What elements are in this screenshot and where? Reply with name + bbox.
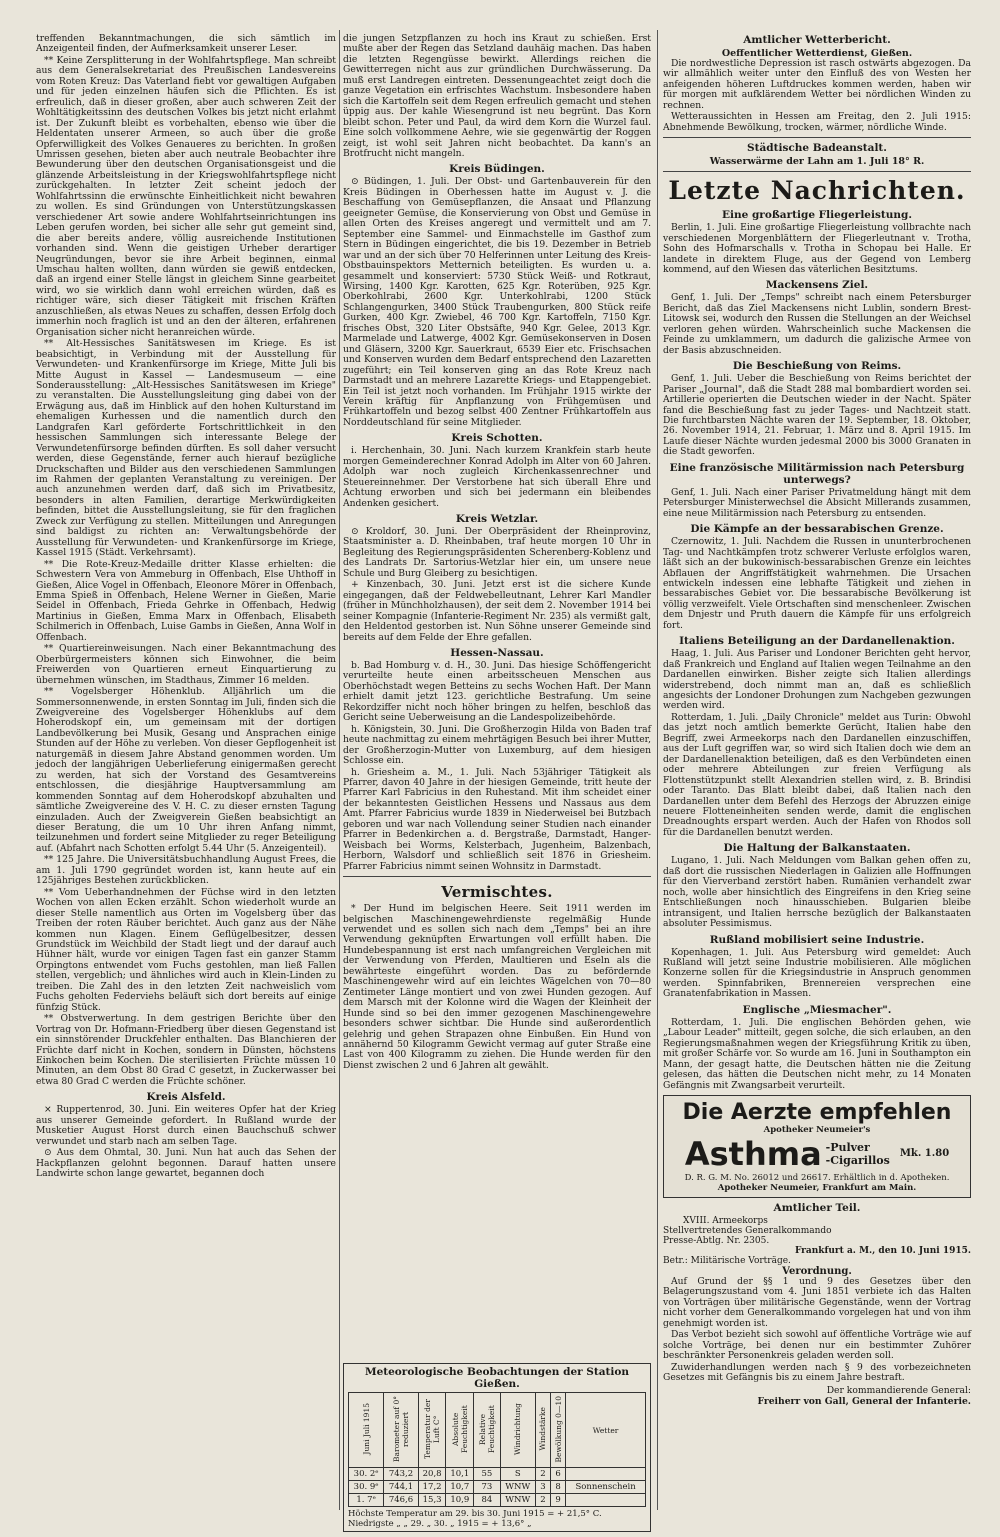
weather-cell: 17,2 <box>418 1481 446 1494</box>
weather-cell: 10,9 <box>446 1494 474 1507</box>
section-heading: Rußland mobilisiert seine Industrie. <box>709 933 925 946</box>
official-subject: Betr.: Militärische Vorträge. <box>663 1255 791 1266</box>
weather-cell: 10,7 <box>446 1481 474 1494</box>
column-rule <box>339 30 340 1510</box>
ad-headline: Die Aerzte empfehlen <box>682 1099 952 1125</box>
weather-header-label: Barometer auf 0° reduziert <box>391 1395 410 1463</box>
paragraph: Berlin, 1. Juli. Eine großartige Fliegerleistung vollbrachte nach verschiedenen Morgenblättern der Fliegerleutnant v. Trotha, Sohn des Hofmarschalls v. Trotha in Schopau bei Halle. Er landete in direktem Fluge, aus der Gegend von Lemberg kommend, auf den Wiesen das väterlichen Besitztums. <box>663 222 971 275</box>
paragraph: Lugano, 1. Juli. Nach Meldungen vom Balkan gehen offen zu, daß dort die russischen Niederlagen in Galizien alle Hoffnungen für den Vierverband zerstört haben. Rumänien verhandelt zwar noch, wolle aber hinsichtlich des Eingreifens in den Krieg seine Entschließungen noch hinausschieben. Bulgarien bleibe intransigent, und Italien herrsche bezüglich der Balkanstaaten absoluter Pessimismus. <box>663 855 971 930</box>
paragraph: ⊙ Kroldorf, 30. Juni. Der Oberpräsident der Rheinprovinz, Staatsminister a. D. Rheinbaben, traf heute morgen 10 Uhr in Begleitung des Regierungspräsidenten Scherenberg-Koblenz und des Landrats Dr. Sartorius-Wetzlar hier ein, um unsere neue Schule und Burg Gleiberg zu besichtigen. <box>343 526 651 579</box>
section-heading: Mackensens Ziel. <box>765 279 869 292</box>
weather-cell: 2 <box>535 1468 550 1481</box>
weather-header <box>349 1393 384 1468</box>
paragraph: h. Königstein, 30. Juni. Die Großherzogin Hilda von Baden traf heute nachmittag zu einem mehrtägigen Besuch bei ihrer Mutter, der Großherzogin-Mutter von Luxemburg, auf dem hiesigen Schlosse ein. <box>343 723 651 767</box>
weather-header-label: Relative Feuchtigkeit <box>477 1405 496 1453</box>
weather-row <box>349 1481 646 1494</box>
paragraph: ** Alt-Hessisches Sanitätswesen im Kriege. Es ist beabsichtigt, in Verbindung mit der Ausstellung für Verwundeten- und Krankenfürsorge im Kriege, Mitte Juli bis Mitte August in Kassel — Landesmuseum — eine Sonderausstellung: „Alt-Hessisches Sanitätswesen im Kriege" zu veranstalten. Die Ausstellungsleitung ging dabei von der Erwägung aus, daß im Hinblick auf den hohen Kulturstand im ehemaligen Kurhessen und die namentlich durch den Landgrafen Karl geförderte Fortschrittlichkeit in den hessischen Sammlungen sich interessante Belege der Verwundetenfürsorge befinden dürften. Es soll daher versucht werden, diese Gegenstände, ferner auch hierauf bezügliche Druckschaften und Bilder aus den verschiedenen Sammlungen im Rahmen der geplanten Veranstaltung zu vereinigen. Der auch anzunehmen werden darf, daß sich im Privatbesitz, besonders in alten Familien, derartige Merkwürdigkeiten befinden, bittet die Ausstellungsleitung, sie für den fraglichen Zweck zur Verfügung zu stellen. Mitteilungen und Anregungen sind baldigst zu richten an: Verwaltungsbehörde der Ausstellung für Verwundeten- und Krankenfürsorge im Kriege, Kassel 1915 (Städt. Verkehrsamt). <box>36 338 336 559</box>
divider <box>663 137 971 138</box>
weather-cell <box>566 1494 646 1507</box>
paragraph: Das Verbot bezieht sich sowohl auf öffentliche Vorträge wie auf solche Vorträge, bei denen nur ein bestimmter Zuhörer beschränkter Personenkreis geladen werden soll. <box>663 1329 971 1362</box>
paragraph: ⊙ Büdingen, 1. Juli. Der Obst- und Gartenbauverein für den Kreis Büdingen in Oberhessen hatte im August v. J. die Beschaffung von Gemüsepflanzen, die Ansaat und Pflanzung geeigneter Gemüse, die Konservierung von Obst und Gemüse in allen Orten des Kreises angeregt und vermittelt und am 7. September eine Sammel- und Einmachstelle im Gasthof zum Stern in Büdingen eingerichtet, die bis 19. Dezember in Betrieb war und an der sich über 70 Helferinnen unter Leitung des Kreis-Obstbauinspektors Metternich beteiligten. Es wurden u. a. gesammelt und konserviert: 5730 Stück Weiß- und Rotkraut, Wirsing, 1400 Kgr. Karotten, 625 Kgr. Roterüben, 925 Kgr. Oberkohlrabi, 2600 Kgr. Unterkohlrabi, 1200 Stück Schlangengurken, 3400 Stück Traubengurken, 800 Stück reife Gurken, 400 Kgr. Zwiebel, 46 700 Kgr. Kartoffeln, 7150 Kgr. frisches Obst, 320 Liter Obstsäfte, 940 Kgr. Gelee, 2013 Kgr. Marmelade und Latwerge, 4002 Kgr. Gemüsekonserven in Dosen und Gläsern, 3200 Kgr. Sauerkraut, 6539 Eier etc. Frischsachen und Konserven wurden dem Bedarf entsprechend den Lazaretten zugeführt; ein Teil konserven ging an das Rote Kreuz nach Darmstadt und an mehrere Lazarette Kriegs- und Etappengebiet. Ein Teil ist jetzt noch vorhanden. Im Frühjahr 1915 wirkte der Verein kräftig für Anpflanzung von Frühgemüsen und Frühkartoffeln und bezog selbst 400 Zentner Frühkartoffeln aus Norddeutschland für seine Mitglieder. <box>343 176 651 428</box>
official-press: Presse-Abtlg. Nr. 2305. <box>663 1235 770 1246</box>
weather-header <box>446 1393 474 1468</box>
weather-cell: Sonnenschein <box>566 1481 646 1494</box>
paragraph: ** Vogelsberger Höhenklub. Alljährlich um die Sommersonnenwende, in ersten Sonntag im Juli, finden sich die Zweigvereine des Vogelsberger Höhenklubs auf dem Hoherodskopf ein, um gemeinsam mit der dortigen Landbevölkerung bei Musik, Gesang und Ansprachen einige Stunden auf der Höhe zu verleben. Von dieser Gepflogenheit ist naturgemäß in diesem Jahre Abstand genommen worden. Um jedoch der langjährigen Ueberlieferung einigermaßen gerecht zu werden, hat sich der Vorstand des Gesamtvereins entschlossen, die diesjährige Hauptversammlung am kommenden Sonntag auf dem Hoherodskopf abzuhalten und sämtliche Zweigvereine des V. H. C. zu dieser ernsten Tagung einzuladen. Auch der Zweigverein Gießen beabsichtigt an dieser Beratung, die um 10 Uhr ihren Anfang nimmt, teilzunehmen und fordert seine Mitglieder zu reger Beteiligung auf. (Abfahrt nach Schotten erfolgt 5.44 Uhr (5. Anzeigenteil). <box>36 686 336 854</box>
paragraph: b. Bad Homburg v. d. H., 30. Juni. Das hiesige Schöffengericht verurteilte heute einen arbeitsscheuen Menschen aus Oberhöchstadt wegen Betteins zu sechs Wochen Haft. Der Mann erhielt damit jetzt 123. gerichtliche Bestrafung. Um seine Rekordziffer nicht noch höher bringen zu helfen, beschloß das Gericht seine Ueberweisung an die Landespolizeibehörde. <box>343 660 651 724</box>
divider <box>343 876 651 877</box>
section-heading: Die Kämpfe an der bessarabischen Grenze. <box>690 523 944 536</box>
section-heading: Kreis Schotten. <box>451 432 543 445</box>
section-heading: Amtlicher Wetterbericht. <box>743 34 891 46</box>
ad-cigarillos: -Cigarillos <box>825 1153 890 1167</box>
official-command: Stellvertretendes Generalkommando <box>663 1225 832 1236</box>
weather-header <box>384 1393 419 1468</box>
weather-observations <box>343 1363 651 1532</box>
column-2 <box>343 33 651 1529</box>
asthma-advertisement <box>663 1095 971 1198</box>
paragraph: × Ruppertenrod, 30. Juni. Ein weiteres Opfer hat der Krieg aus unserer Gemeinde gefordert. In Rußland wurde der Musketier August Horst durch einen Bauchschuß schwer verwundet und starb nach am selben Tage. <box>36 1104 336 1147</box>
signature-title: Der kommandierende General: <box>826 1384 971 1396</box>
paragraph: * Der Hund im belgischen Heere. Seit 1911 werden im belgischen Maschinengewehrdienste regelmäßig Hunde verwendet und es sollen sich nach dem „Temps" bei an ihre Verwendung geknüpften Erwartungen voll erfüllt haben. Die Hundebespannung ist erst nach umfangreichen Vergleichen mit der Verwendung von Pferden, Maultieren und Eseln als die bewährteste eingeführt worden. Das zu befördernde Maschinengewehr wird auf ein leichtes Wägelchen von 70—80 Zentimeter Länge montiert und von zwei Hunden gezogen. Auf dem Marsch mit der Kolonne wird die Wagen der Kleinheit der Hunde sind so bei den immer gezogenen Maschinengewehre besonders schwer sichtbar. Die Hunde sind außerordentlich gelehrig und gehen Strapazen ohne Einbußen. Ein Hund von annähernd 50 Kilogramm Gewicht vermag auf guter Straße eine Last von 400 Kilogramm zu ziehen. Die Hunde werden für den Dienst zwischen 2 und 6 Jahren alt gewählt. <box>343 903 651 1071</box>
paragraph: ** Vom Ueberhandnehmen der Füchse wird in den letzten Wochen von allen Ecken erzählt. Schon wiederholt wurde an dieser Stelle namentlich aus Orten im Vogelsberg über das Treiben der roten Räuber berichtet. Auch ganz aus der Nähe kommen nun Klagen. Einem Geflügelbesitzer, dessen Grundstück im Weichbild der Stadt liegt und der darauf auch Hühner hält, wurde vor einigen Tagen fast ein ganzer Stamm Orpingtons entwendet vom Fuchs gestohlen, man ließ Fallen stellen, vergeblich; und ähnliches wird auch in Klein-Linden zu treiben. Die Zahl des in den letzten Zeit nachweislich vom Fuchs geholten Federviehs beläuft sich dort bereits auf einige fünfzig Stück. <box>36 886 336 1013</box>
weather-cell: 30. 9ᵉ <box>349 1481 384 1494</box>
paragraph: h. Griesheim a. M., 1. Juli. Nach 53jähriger Tätigkeit als Pfarrer, davon 40 Jahre in der hiesigen Gemeinde, tritt heute der Pfarrer Karl Fabricius in den Ruhestand. Mit ihm scheidet einer der bekanntesten Geistlichen Hessens und Nassaus aus dem Amt. Pfarrer Fabricius wurde 1839 in Niederweisel bei Butzbach geboren und war nach Vollendung seiner Studien nach einander Pfarrer in Bedenkirchen a. d. Bergstraße, Darmstadt, Hanger-Weisbach bei Worms, Kelsterbach, Jugenheim, Balzenbach, Herborn, Walsdorf und schließlich seit 1876 in Griesheim. Pfarrer Fabricius nimmt seinen Wohnsitz in Darmstadt. <box>343 766 651 872</box>
weather-cell: 9 <box>551 1494 566 1507</box>
section-heading: Englische „Miesmacher". <box>742 1003 892 1016</box>
weather-header-label: Absolute Feuchtigkeit <box>450 1405 469 1453</box>
paragraph: ** 125 Jahre. Die Universitätsbuchhandlung August Frees, die am 1. Juli 1790 gegründet worden ist, kann heute auf ein 125jähriges Bestehen zurückblicken. <box>36 854 336 887</box>
signature-name: Freiherr von Gall, General der Infanterie. <box>757 1395 971 1407</box>
ad-brand: Apotheker Neumeier's <box>763 1124 871 1135</box>
section-heading: Hessen-Nassau. <box>450 647 544 660</box>
paragraph: die jungen Setzpflanzen zu hoch ins Kraut zu schießen. Erst mußte aber der Regen das Setzland dauhäig machen. Das haben die letzten Regengüsse bewirkt. Allerdings reichen die Gewitterregen nicht aus zur gründlichen Durchwässerung. Da muß erst Landregen eintreten. Dessenungeachtet zeigt doch die ganze Vegetation ein erfrischtes Wachstum. Insbesondere haben sich die Kartoffeln seit dem Regen erfreulich gemacht und stehen üppig aus. Der kahle Wiesengrund ist neu begrünt. Das Korn bleibt schon. Peter und Paul, da wird dem Korn die Wurzel faul. Eine solch vollkommene Aehre, wie sie gegenwärtig der Roggen zeigt, ist wohl seit Jahren nicht beobachtet. Da kann's an Brotfrucht nicht mangeln. <box>343 33 651 159</box>
ad-patent: D. R. G. M. No. 26012 und 26617. Erhältlich in d. Apotheken. <box>684 1172 950 1183</box>
section-heading: Eine französische Militärmission nach Petersburg unterwegs? <box>669 461 965 486</box>
weather-header <box>551 1393 566 1468</box>
weather-cell: 6 <box>551 1468 566 1481</box>
paragraph: ** Keine Zersplitterung in der Wohlfahrtspflege. Man schreibt aus dem Generalsekretariat des Preußischen Landesvereins vom Roten Kreuz: Das Vaterland fiebt vor gewaltigen Aufgaben und für jeden einzelnen häufen sich die Pflichten. Es ist erfreulich, daß in dieser großen, aber auch schweren Zeit der Wohltätigkeitssinn des deutschen Volkes bis jetzt nicht erlahmt ist. Der Zukunft bleibt es vorbehalten, ebenso wie über die Heldentaten unserer Armeen, so auch über die große Opferwilligkeit des Volkes Genaueres zu berichten. In großen Umrissen gesehen, bieten aber auch neutrale Beobachter ihre Bewunderung über den deutschen Organisationsgeist und die glänzende Arbeitsleistung in der Kriegswohlfahrtspflege nicht zurückgehalten. In letzter Zeit scheint jedoch der Wohlfahrtssinn die erwünschte Einheitlichkeit nicht bewahren zu wollen. Es sind Gründungen von Unterstützungskassen verschiedener Art sowie andere Wohlfahrtseinrichtungen ins Leben gerufen worden, bei sicher alle sehr gut gemeint sind, die aber bereits andere, völlig ausreichende Institutionen vorhanden sind. Wenn die geistigen Urheber derartiger Neugründungen, bevor sie ihre Arbeit beginnen, einmal Umschau halten wollten, dann würden sie gewiß entdecken, daß an irgend einer Stelle längst in gleichem Sinne gearbeitet wird, wo sie wirklich dann wohl erreichen würden, daß es richtiger wäre, sich dieser Tätigkeit mit frischen Kräften anzuschließen, als etwas Neues zu schaffen, dessen Erfolg doch immerhin noch fraglich ist und an den der älteren, erfahrenen Organisation sicher nicht heranreichen würde. <box>36 54 336 338</box>
weather-header-label: Juni Juli 1915 <box>361 1403 371 1455</box>
paragraph: Genf, 1. Juli. Der „Temps" schreibt nach einem Petersburger Bericht, daß das Ziel Mackensens nicht Lublin, sondern Brest-Litowsk sei, wodurch den Russen die Stellungen an der Weichsel verloren gehen würden. Wahrscheinlich suche Mackensen die Feinde zu umklammern, um dadurch die galizische Armee von der Basis abzuschneiden. <box>663 292 971 356</box>
paragraph: Die nordwestliche Depression ist rasch ostwärts abgezogen. Da wir allmählich weiter unter den Einfluß des von Westen her anfeigenden höheren Luftdruckes kommen werden, haben wir für morgen mit aufklärendem Wetter bei nördlichen Winden zu rechnen. <box>663 58 971 111</box>
subheading: Oeffentlicher Wetterdienst, Gießen. <box>721 48 913 59</box>
weather-cell: 3 <box>535 1481 550 1494</box>
official-title: Verordnung. <box>782 1265 852 1277</box>
weather-cell: WNW <box>500 1481 535 1494</box>
weather-cell: 20,8 <box>418 1468 446 1481</box>
weather-cell: S <box>500 1468 535 1481</box>
official-corps: XVIII. Armeekorps <box>683 1215 768 1226</box>
weather-header <box>500 1393 535 1468</box>
ad-maker: Apotheker Neumeier, Frankfurt am Main. <box>717 1182 917 1193</box>
weather-cell: 55 <box>474 1468 501 1481</box>
paragraph: Rotterdam, 1. Juli. „Daily Chronicle" meldet aus Turin: Obwohl das jetzt noch amtlich bemerkte Gerücht, Italien habe den Begriff, zwei Armeekorps nach den Dardanellen einzuschiffen, aus der Luft gegriffen war, so wird sich Italien doch wie dem an der Dardanellenaktion beteiligen, daß es den Verbündeten einen oder mehrere Abteilungen zur freien Verfügung als Flottenstützpunkt stellt Alexandrien stellen wird, z. B. Brindisi oder Taranto. Das Blatt bleibt dabei, daß Italien nach den Dardanellen unter dem Befehl des Herzogs der Abruzzen einige neuere Flotteneinheiten senden werde, damit die englischen Dreadnoughts erspart werden. Auch der Hafen von Rhodos soll für die Dardanellen benutzt werden. <box>663 711 971 838</box>
paragraph: Wetteraussichten in Hessen am Freitag, den 2. Juli 1915: Abnehmende Bewölkung, trocken, wärmer, nördliche Winde. <box>663 111 971 133</box>
paragraph: ** Die Rote-Kreuz-Medaille dritter Klasse erhielten: die Schwestern Vera von Ammeburg in Offenbach, Else Uhthoff in Gießen, Alice Vogel in Offenbach, Eleonore Mörer in Offenbach, Emma Spieß in Offenbach, Helene Werner in Gießen, Marie Seidel in Offenbach, Frieda Gehrke in Offenbach, Hedwig Martinius in Gießen, Emma Marx in Offenbach, Elisabeth Schilmerich in Offenbach, Luise Gambs in Gießen, Anna Wolf in Offenbach. <box>36 558 336 643</box>
weather-cell: 743,2 <box>384 1468 419 1481</box>
water-temperature: Wasserwärme der Lahn am 1. Juli 18° R. <box>709 156 925 168</box>
section-heading: Kreis Alsfeld. <box>146 1091 226 1104</box>
latest-news-heading: Letzte Nachrichten. <box>668 176 966 206</box>
column-rule <box>657 30 658 1510</box>
weather-header <box>418 1393 446 1468</box>
weather-header-label: Wetter <box>592 1425 619 1435</box>
paragraph: Genf, 1. Juli. Ueber die Beschießung von Reims berichtet der Pariser „Journal", daß die Stadt 288 mal bombardiert worden sei. Artillerie operierten die Deutschen wieder in der Nacht. Später fand die Beschießung fast zu jeder Tages- und Nachtzeit statt. Die furchtbarsten Nächte waren der 19. September, 18. Oktober, 26. November 1914, 21. Februar, 1. März und 8. April 1915. Im Laufe dieser Nächte wurden jedesmal 2000 bis 3000 Granaten in die Stadt geworfen. <box>663 373 971 458</box>
max-temperature: Höchste Temperatur am 29. bis 30. Juni 1915 = + 21,5° C. <box>348 1509 602 1519</box>
paragraph: Czernowitz, 1. Juli. Nachdem die Russen in ununterbrochenen Tag- und Nachtkämpfen trotz schwerer Verluste erfolglos waren, läßt sich an der bukowinisch-bessarabischen Grenze ein leichtes Abflauen der Angriffstätigkeit wahrnehmen. Die Ursachen entwickeln indessen eine lebhafte Tätigkeit und ziehen in bessarabisches Gebiet vor. Die bessarabische Bevölkerung ist völlig verzweifelt. Viele Ortschaften sind menschenleer. Zwischen dem Dnjestr und Pruth dauern die Kämpfe für uns erfolgreich fort. <box>663 536 971 631</box>
weather-header-label: Windrichtung <box>513 1402 523 1456</box>
section-heading: Italiens Beteiligung an der Dardanellenaktion. <box>679 635 955 648</box>
weather-cell: 73 <box>474 1481 501 1494</box>
weather-cell: 84 <box>474 1494 501 1507</box>
weather-cell: 30. 2ᵉ <box>349 1468 384 1481</box>
paragraph: treffenden Bekanntmachungen, die sich sämtlich im Anzeigenteil finden, der Aufmerksamkeit unserer Leser. <box>36 33 336 55</box>
section-heading: Die Beschießung von Reims. <box>732 360 902 373</box>
paragraph: Auf Grund der §§ 1 und 9 des Gesetzes über den Belagerungszustand vom 4. Juni 1851 verbiete ich das Halten von Vorträgen über militärische Gegenstände, wenn der Vortrag nicht vorher dem Generalkommando vorgelegen hat und von ihm genehmigt worden ist. <box>663 1275 971 1329</box>
ad-pulver: -Pulver <box>825 1140 870 1154</box>
paragraph: ⊙ Aus dem Ohmtal, 30. Juni. Nun hat auch das Sehen der Hackpflanzen gelohnt begonnen. Darauf hatten unsere Landwirte schon lange gewartet, begannen doch <box>36 1147 336 1180</box>
weather-cell: 2 <box>535 1494 550 1507</box>
weather-cell: 10,1 <box>446 1468 474 1481</box>
weather-cell: WNW <box>500 1494 535 1507</box>
weather-cell: 746,6 <box>384 1494 419 1507</box>
divider <box>663 171 971 172</box>
weather-header <box>566 1393 646 1468</box>
section-heading: Eine großartige Fliegerleistung. <box>721 209 913 222</box>
section-heading: Vermischtes. <box>441 883 553 902</box>
weather-cell <box>566 1468 646 1481</box>
paragraph: + Kinzenbach, 30. Juni. Jetzt erst ist die sichere Kunde eingegangen, daß der Feldwebelleutnant, Lehrer Karl Mandler (früher in Münchholzhausen), der seit dem 2. November 1914 bei seiner Kompagnie (Infanterie-Regiment Nr. 235) als vermißt galt, den Heldentod gestorben ist. Nun Söhne unserer Gemeinde sind bereits auf dem Felde der Ehre gefallen. <box>343 579 651 643</box>
paragraph: i. Herchenhain, 30. Juni. Nach kurzem Krankfein starb heute morgen Gemeinderechner Konrad Adolph im Alter von 60 Jahren. Adolph war noch zugleich Kirchenkassenrechner und Steuereinnehmer. Der Verstorbene hat sich überall Ehre und Achtung erworben und sich bei jedermann ein bleibendes Andenken gesichert. <box>343 445 651 509</box>
weather-header-label: Bewölkung 0—10 <box>553 1395 563 1463</box>
ad-product: Asthma <box>684 1134 822 1173</box>
weather-table <box>348 1392 646 1507</box>
section-heading: Kreis Büdingen. <box>449 163 545 176</box>
paragraph: Rotterdam, 1. Juli. Die englischen Behörden gehen, wie „Labour Leader" mitteilt, gegen solche, die sich erlauben, an den Regierungsmaßnahmen wegen der Kriegsführung Kritik zu üben, mit großer Schärfe vor. So wurde am 16. Juni in Southampton ein Mann, der gesagt hatte, die Deutschen hätten nie die Zeitung gelesen, das hätten die Deutschen nicht mehr, zu 14 Monaten Gefängnis mit Zwangsarbeit verurteilt. <box>663 1016 971 1091</box>
section-heading: Städtische Badeanstalt. <box>747 142 887 155</box>
paragraph: ** Quartiereinweisungen. Nach einer Bekanntmachung des Oberbürgermeisters können sich Einwohner, die beim Freiwerden von Quartieren erneut Einquartierung zu übernehmen wünschen, im Stadthaus, Zimmer 16 melden. <box>36 643 336 686</box>
section-heading: Amtlicher Teil. <box>773 1201 861 1214</box>
section-heading: Die Haltung der Balkanstaaten. <box>723 842 911 855</box>
weather-cell: 1. 7ᵉ <box>349 1494 384 1507</box>
weather-row <box>349 1468 646 1481</box>
ad-price: Mk. 1.80 <box>899 1148 950 1160</box>
weather-title: Meteorologische Beobachtungen der Station Gießen. <box>364 1366 630 1390</box>
section-heading: Kreis Wetzlar. <box>455 513 539 526</box>
weather-cell: 15,3 <box>418 1494 446 1507</box>
official-date: Frankfurt a. M., den 10. Juni 1915. <box>794 1245 971 1256</box>
weather-cell: 744,1 <box>384 1481 419 1494</box>
weather-row <box>349 1494 646 1507</box>
paragraph: Genf, 1. Juli. Nach einer Pariser Privatmeldung hängt mit dem Petersburger Ministerwechsel die Absicht Millerands zusammen, eine neue Militärmission nach Petersburg zu entsenden. <box>663 486 971 519</box>
paragraph: ** Obstverwertung. In dem gestrigen Berichte über den Vortrag von Dr. Hofmann-Friedberg über diesen Gegenstand ist ein sinnstörender Druckfehler enthalten. Das Blanchieren der Früchte darf nicht in Kochen, sondern in Dünsten, höchstens Einkochen beim Kochen. Die sterilisierten Früchte müssen 10 Minuten, an dem Obst 80 Grad C gesetzt, in Zuckerwasser bei etwa 80 Grad C werden die Früchte schöner. <box>36 1013 336 1087</box>
paragraph: Haag, 1. Juli. Aus Pariser und Londoner Berichten geht hervor, daß Frankreich und England auf Italien wegen Teilnahme an den Dardanellen einwirken. Bisher zeigte sich Italien allerdings widerstrebend, doch nimmt man an, daß es schließlich angesichts der Londoner Drohungen zum Nachgeben gezwungen werden wird. <box>663 648 971 712</box>
paragraph: Zuwiderhandlungen werden nach § 9 des vorbezeichneten Gesetzes mit Gefängnis bis zu einem Jahre bestraft. <box>663 1361 971 1384</box>
weather-cell: 8 <box>551 1481 566 1494</box>
column-3 <box>663 34 971 1512</box>
weather-header <box>535 1393 550 1468</box>
column-1 <box>36 34 336 1512</box>
min-temperature: Niedrigste „ „ 29. „ 30. „ 1915 = + 13,6° „ <box>348 1519 532 1529</box>
paragraph: Kopenhagen, 1. Juli. Aus Petersburg wird gemeldet: Auch Rußland will jetzt seine Industrie mobilisieren. Alle möglichen Konzerne sollen für die Kriegsindustrie in Anspruch genommen werden. Spinnfabriken, Brennereien versprechen eine Granatenfabrikation in Massen. <box>663 946 971 1000</box>
weather-header-label: Temperatur der Luft C° <box>423 1399 442 1459</box>
weather-header-label: Windstärke <box>538 1407 548 1451</box>
weather-header <box>474 1393 501 1468</box>
